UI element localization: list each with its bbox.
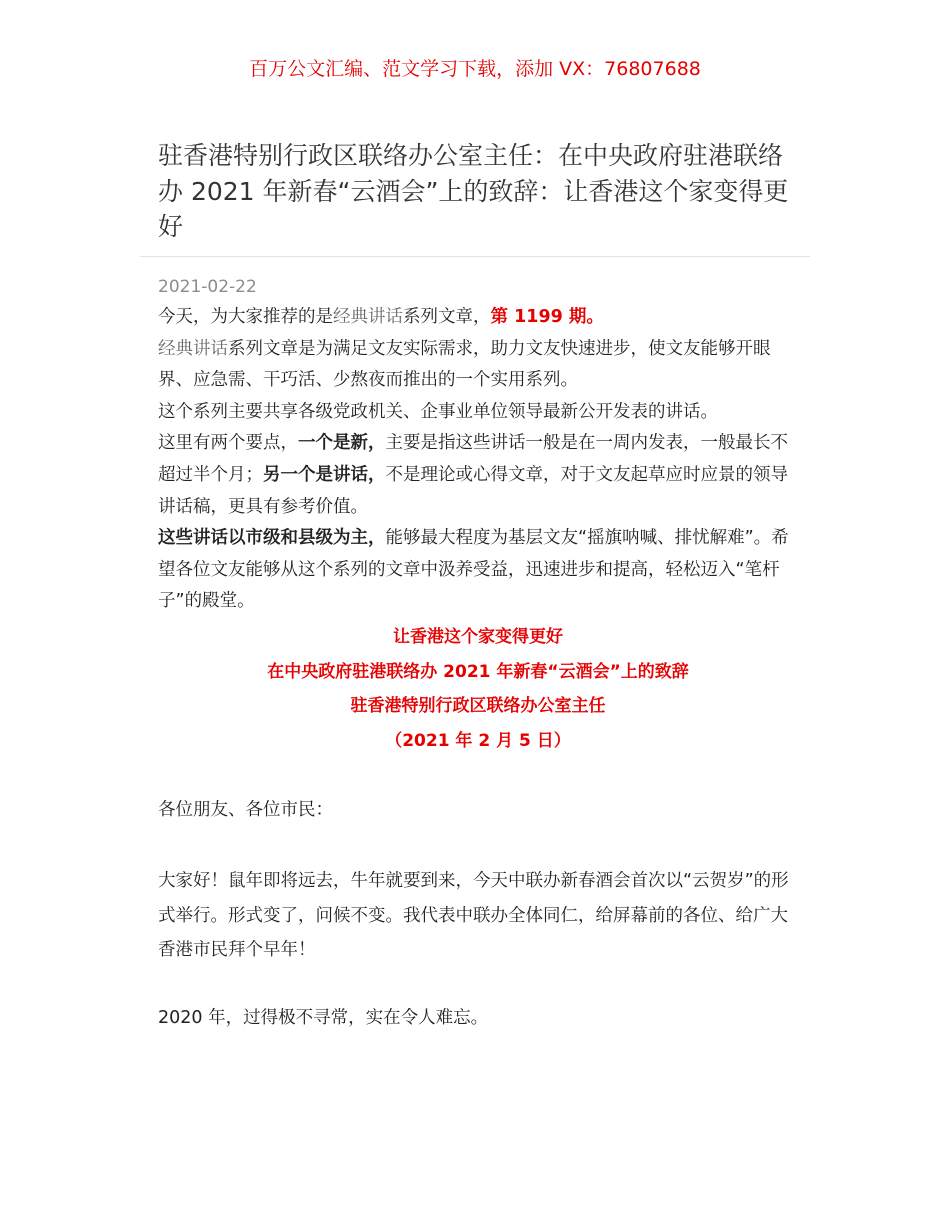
intro-text: 这里有两个要点， bbox=[158, 433, 298, 454]
speech-occasion: 在中央政府驻港联络办 2021 年新春“云酒会”上的致辞 bbox=[267, 661, 689, 682]
speech-paragraph-2: 2020 年，过得极不寻常，实在令人难忘。 bbox=[158, 1008, 489, 1028]
key-point-new: 一个是新， bbox=[298, 433, 386, 454]
intro-text: 系列文章， bbox=[403, 307, 491, 327]
intro-paragraph-2 bbox=[158, 334, 798, 397]
speech-heading bbox=[158, 622, 798, 760]
intro-paragraph-5 bbox=[158, 523, 798, 618]
intro-paragraph-3: 这个系列主要共享各级党政机关、企事业单位领导最新公开发表的讲话。 bbox=[158, 401, 718, 422]
intro-text: 系列文章是为满足文友实际需求，助力文友快速进步，使文友能够开眼界、应急需、干巧活、少熬夜而推出的一个实用系列。 bbox=[158, 338, 771, 391]
intro-paragraph-1 bbox=[158, 302, 798, 334]
issue-number: 第 1199 期。 bbox=[490, 307, 604, 327]
intro-text: 不是理论或心得文章，对于文友起草应时应景的领导讲话稿，更具有参考价值。 bbox=[158, 464, 788, 517]
speech-paragraph-1: 大家好！鼠年即将远去，牛年就要到来，今天中联办新春酒会首次以“云贺岁”的形式举行。形式变了，问候不变。我代表中联办全体同仁，给屏幕前的各位、给广大香港市民拜个早年！ bbox=[158, 871, 789, 960]
intro-text: 能够最大程度为基层文友“摇旗呐喊、排忧解难”。希望各位文友能够从这个系列的文章中汲养受益，迅速进步和提高，轻松迈入“笔杆子”的殿堂。 bbox=[158, 528, 789, 612]
intro-text: 今天，为大家推荐的是 bbox=[158, 307, 333, 327]
level-emphasis: 这些讲话以市级和县级为主， bbox=[158, 528, 386, 549]
series-intro bbox=[158, 302, 798, 618]
speech-speaker: 驻香港特别行政区联络办公室主任 bbox=[350, 696, 606, 717]
key-point-speech: 另一个是讲话， bbox=[263, 464, 386, 485]
speech-title: 让香港这个家变得更好 bbox=[393, 627, 563, 647]
download-banner: 百万公文汇编、范文学习下载，添加 VX：76807688 bbox=[249, 58, 701, 80]
series-name: 经典讲话 bbox=[333, 307, 403, 327]
title-divider bbox=[140, 256, 810, 257]
speech-greeting: 各位朋友、各位市民： bbox=[158, 800, 333, 820]
speech-date: （2021 年 2 月 5 日） bbox=[385, 730, 571, 751]
intro-paragraph-4 bbox=[158, 428, 798, 523]
series-name: 经典讲话 bbox=[158, 338, 228, 359]
intro-text: 主要是指这些讲话一般是在一周内发表，一般最长不超过半个月； bbox=[158, 433, 788, 485]
article-title: 驻香港特别行政区联络办公室主任：在中央政府驻港联络办 2021 年新春“云酒会”上的致辞：让香港这个家变得更好 bbox=[158, 141, 789, 241]
publish-date: 2021-02-22 bbox=[158, 277, 257, 297]
